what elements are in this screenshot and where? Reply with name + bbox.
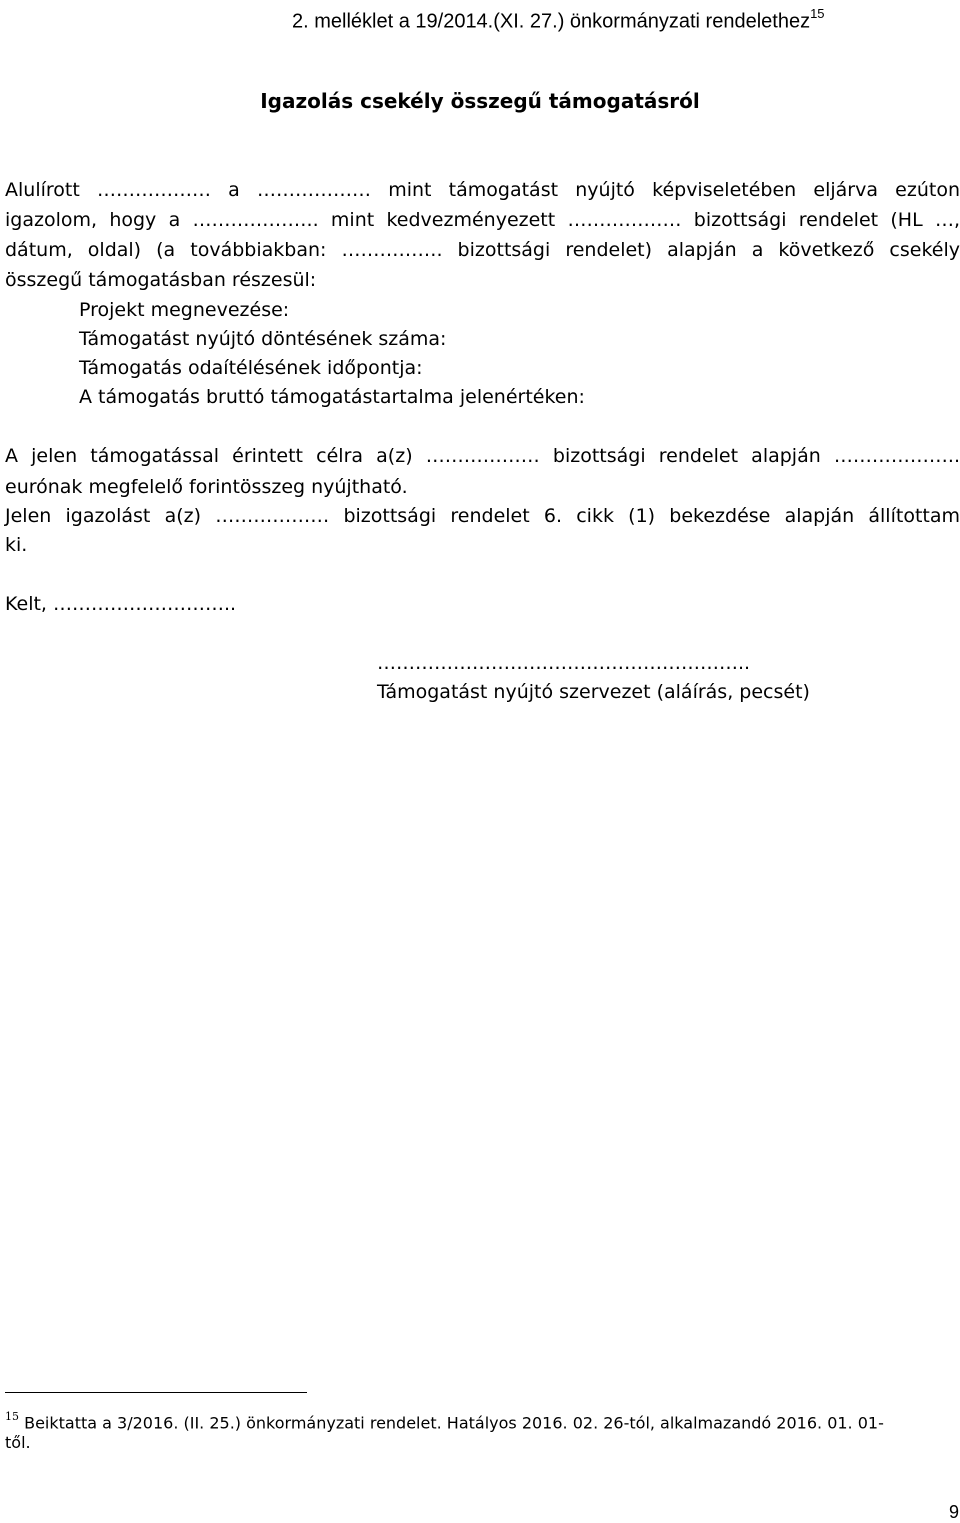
- footnote-number: 15: [5, 1410, 19, 1423]
- page-number: 9: [949, 1502, 960, 1522]
- body-line: ki.: [5, 534, 28, 556]
- header-footnote-ref: 15: [810, 6, 825, 21]
- body-line: Alulírott ……………… a ……………… mint támogatást nyújtó képviseletében eljárva ezúton: [5, 179, 960, 201]
- body-line: összegű támogatásban részesül:: [5, 269, 317, 291]
- field-decision-number: Támogatást nyújtó döntésének száma:: [79, 328, 447, 350]
- kelt-line: Kelt, ………………………..: [5, 593, 237, 615]
- body-line: eurónak megfelelő forintösszeg nyújtható.: [5, 476, 408, 498]
- body-line: igazolom, hogy a ……………….. mint kedvezményezett ……………… bizottsági rendelet (HL …,: [5, 209, 960, 231]
- footnote-line: től.: [5, 1433, 31, 1452]
- header-text: 2. melléklet a 19/2014.(XI. 27.) önkormányzati rendelethez: [292, 10, 811, 33]
- body-line: dátum, oldal) (a továbbiakban: ……………. bizottsági rendelet) alapján a következő csekély: [5, 239, 960, 261]
- document-title: Igazolás csekély összegű támogatásról: [260, 89, 700, 113]
- body-line: Jelen igazolást a(z) ……………… bizottsági rendelet 6. cikk (1) bekezdése alapján állítottam: [5, 505, 960, 527]
- body-line: A jelen támogatással érintett célra a(z) ……………… bizottsági rendelet alapján ………………..: [5, 445, 960, 467]
- footnote-separator: [5, 1392, 307, 1393]
- signature-label: Támogatást nyújtó szervezet (aláírás, pecsét): [377, 681, 810, 703]
- footnote-line: [5, 1408, 953, 1434]
- field-project-name: Projekt megnevezése:: [79, 299, 290, 321]
- field-award-date: Támogatás odaítélésének időpontja:: [79, 357, 423, 379]
- signature-dots: …………………………………………………..: [377, 652, 751, 674]
- page-header: [292, 4, 825, 34]
- field-gross-aid: A támogatás bruttó támogatástartalma jelenértéken:: [79, 386, 585, 408]
- footnote-text: Beiktatta a 3/2016. (II. 25.) önkormányzati rendelet. Hatályos 2016. 02. 26-tól, alkalmazandó 2016. 01. 01-: [24, 1413, 884, 1433]
